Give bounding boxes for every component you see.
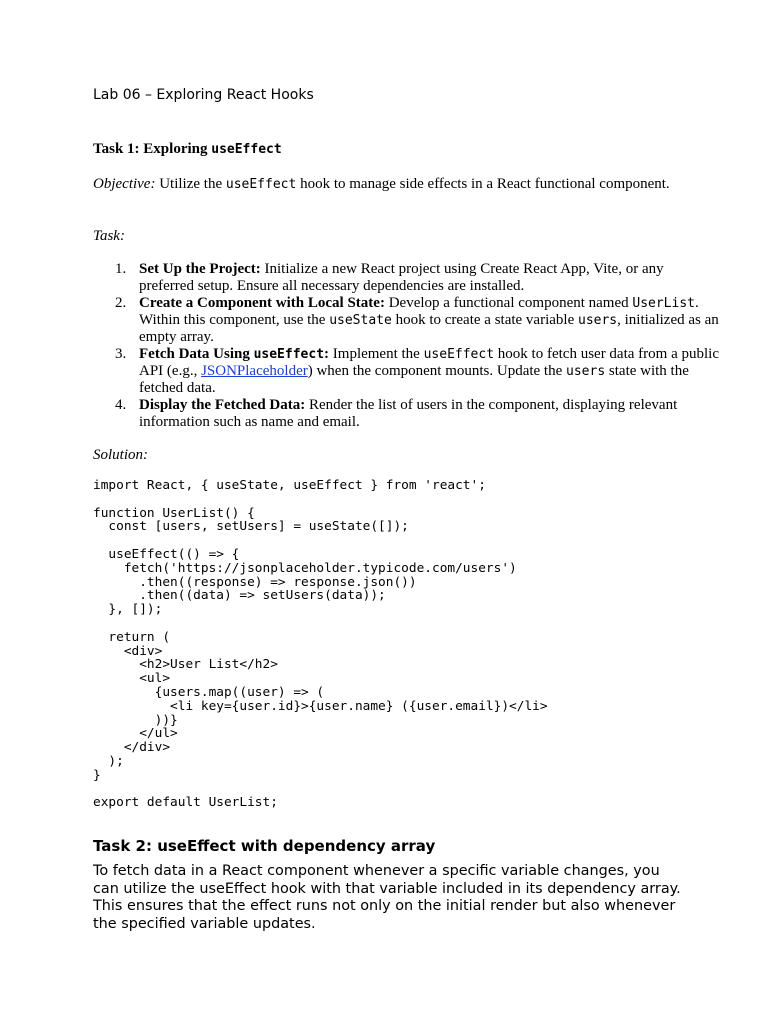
step-text: state with the fetched data. — [139, 363, 689, 396]
objective-text-end: hook to manage side effects in a React functional component. — [296, 176, 670, 192]
solution-code-block: import React, { useState, useEffect } from 'react'; function UserList() { const [users, setUsers] = useState([]); useEffect(() => { fetch('https://jsonplaceholder.typicode.com/users') .then((response) => response.json()) .then((data) => setUsers(data)); }, []); return ( <div> <h2>User List</h2> <ul> {users.map((user) => ( <li key={user.id}>{user.name} ({user.email})</li> ))} </ul> </div> ); } export default UserList; — [93, 478, 548, 811]
task1-heading — [93, 141, 282, 158]
task-steps-list — [93, 261, 719, 431]
solution-label: Solution: — [93, 447, 148, 463]
step-title — [139, 346, 329, 362]
step-code: useEffect — [423, 347, 495, 362]
step-text: Initialize a new React project using Create React App, Vite, or any preferred setup. Ensure all necessary dependencies are installed. — [139, 261, 664, 294]
list-item — [115, 261, 719, 295]
step-text: Develop a functional component named — [384, 295, 633, 311]
step-number: 1. — [115, 261, 127, 277]
step-code: users — [578, 313, 618, 328]
step-number: 3. — [115, 346, 127, 362]
step-title-text: Fetch Data Using — [139, 346, 254, 362]
list-item — [115, 295, 719, 346]
objective-paragraph — [93, 176, 673, 193]
step-text: hook to create a state variable — [391, 312, 578, 328]
jsonplaceholder-link[interactable]: JSONPlaceholder — [201, 363, 308, 379]
task1-heading-code: useEffect — [211, 142, 282, 157]
objective-label: Objective: — [93, 176, 156, 192]
step-number: 4. — [115, 397, 127, 413]
step-code: useState — [329, 313, 392, 328]
step-number: 2. — [115, 295, 127, 311]
task2-paragraph: To fetch data in a React component whenever a specific variable changes, you can utilize the useEffect hook with that variable included in its dependency array. This ensures that the effect runs not only on the initial render but also whenever the specified variable updates. — [93, 863, 681, 932]
task1-heading-text: Task 1: Exploring — [93, 141, 212, 157]
step-text: ) when the component mounts. Update the — [307, 363, 567, 379]
objective-code: useEffect — [225, 177, 297, 192]
step-title-code: useEffect — [253, 347, 325, 362]
step-title: Display the Fetched Data: — [139, 397, 306, 413]
step-title: Set Up the Project: — [139, 261, 261, 277]
task-label: Task: — [93, 228, 125, 244]
step-code: users — [566, 364, 606, 379]
step-text: Render the list of users in the component, displaying relevant information such as name and email. — [139, 397, 678, 430]
step-text: hook to fetch user data from a public API (e.g., — [139, 346, 719, 379]
step-title: Create a Component with Local State: — [139, 295, 385, 311]
step-text: Implement the — [329, 346, 424, 362]
document-title: Lab 06 – Exploring React Hooks — [93, 87, 314, 103]
list-item — [115, 397, 719, 431]
objective-text: Utilize the — [155, 176, 226, 192]
step-title-colon: : — [324, 346, 330, 362]
list-item — [115, 346, 719, 397]
task2-heading: Task 2: useEffect with dependency array — [93, 837, 436, 855]
step-text: . Within this component, use the — [139, 295, 699, 328]
step-text: , initialized as an empty array. — [139, 312, 719, 345]
step-code: UserList — [632, 296, 695, 311]
